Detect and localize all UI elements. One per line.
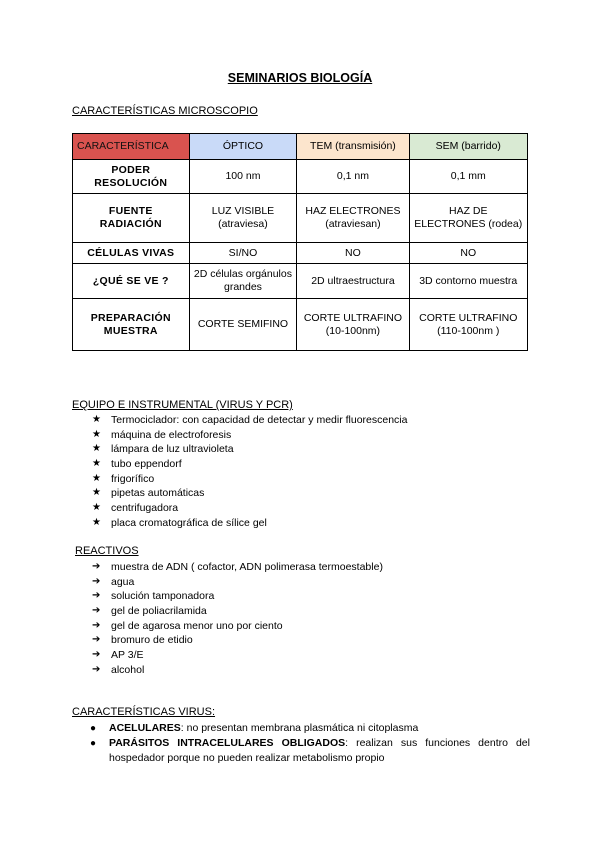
cell-sem: HAZ DE ELECTRONES (rodea) xyxy=(409,194,527,243)
list-item xyxy=(92,501,407,516)
list-item xyxy=(92,589,383,604)
microscope-heading: CARACTERÍSTICAS MICROSCOPIO xyxy=(72,105,258,117)
cell-sem: 3D contorno muestra xyxy=(409,264,527,299)
list-item-text: bromuro de etidio xyxy=(111,634,193,647)
list-item-text: solución tamponadora xyxy=(111,590,215,603)
star-icon: ★ xyxy=(92,516,101,528)
row-label: PREPARACIÓN MUESTRA xyxy=(73,299,190,351)
arrow-right-icon: ➔ xyxy=(92,590,101,602)
star-icon: ★ xyxy=(92,443,101,455)
bullet-icon: ● xyxy=(90,738,97,749)
bullet-icon: ● xyxy=(90,723,97,734)
list-item-text: centrifugadora xyxy=(111,502,179,515)
microscope-table xyxy=(72,133,528,351)
cell-tem: 2D ultraestructura xyxy=(297,264,409,299)
list-item xyxy=(90,736,530,766)
list-item xyxy=(92,560,383,575)
reagents-heading: REACTIVOS xyxy=(75,545,139,557)
row-label: CÉLULAS VIVAS xyxy=(73,243,190,264)
row-label: PODER RESOLUCIÓN xyxy=(73,160,190,194)
reagents-list xyxy=(92,560,383,678)
virus-term: PARÁSITOS INTRACELULARES OBLIGADOS xyxy=(109,737,346,749)
cell-optico: LUZ VISIBLE (atraviesa) xyxy=(189,194,297,243)
list-item xyxy=(92,486,407,501)
virus-heading: CARACTERÍSTICAS VIRUS: xyxy=(72,706,216,718)
list-item-text: lámpara de luz ultravioleta xyxy=(111,443,234,456)
cell-sem: CORTE ULTRAFINO (110-100nm ) xyxy=(409,299,527,351)
star-icon: ★ xyxy=(92,414,101,425)
table-row xyxy=(73,194,528,243)
list-item-text: AP 3/E xyxy=(111,649,144,662)
header-tem: TEM (transmisión) xyxy=(297,134,409,160)
cell-optico: 100 nm xyxy=(189,160,297,194)
cell-tem: NO xyxy=(297,243,409,264)
list-item xyxy=(92,516,407,531)
virus-list xyxy=(90,721,530,766)
virus-description: : realizan sus funciones dentro del hospedador porque no pueden realizar metabolismo propio xyxy=(109,737,530,764)
list-item-text: agua xyxy=(111,575,135,588)
list-item xyxy=(92,648,383,663)
cell-tem: CORTE ULTRAFINO (10-100nm) xyxy=(297,299,409,351)
table-row xyxy=(73,243,528,264)
list-item xyxy=(92,575,383,590)
list-item xyxy=(92,604,383,619)
cell-sem: NO xyxy=(409,243,527,264)
table-row xyxy=(73,264,528,299)
cell-optico: 2D células orgánulos grandes xyxy=(189,264,297,299)
table-row xyxy=(73,160,528,194)
list-item-text: gel de poliacrilamida xyxy=(111,605,207,618)
list-item-text: tubo eppendorf xyxy=(111,458,182,471)
star-icon: ★ xyxy=(92,502,101,514)
list-item xyxy=(92,457,407,472)
row-label: ¿QUÉ SE VE ? xyxy=(73,264,190,299)
table-row xyxy=(73,299,528,351)
list-item xyxy=(92,472,407,487)
list-item xyxy=(92,619,383,634)
star-icon: ★ xyxy=(92,428,101,440)
star-icon: ★ xyxy=(92,472,101,484)
cell-optico: CORTE SEMIFINO xyxy=(189,299,297,351)
list-item xyxy=(90,721,530,736)
list-item xyxy=(92,413,407,428)
equipment-heading: EQUIPO E INSTRUMENTAL (VIRUS Y PCR) xyxy=(72,399,293,411)
virus-description: : no presentan membrana plasmática ni citoplasma xyxy=(180,722,419,734)
star-icon: ★ xyxy=(92,458,101,470)
list-item xyxy=(92,663,383,678)
arrow-right-icon: ➔ xyxy=(92,649,101,661)
list-item-text: alcohol xyxy=(111,663,145,676)
arrow-right-icon: ➔ xyxy=(92,605,101,617)
header-optico: ÓPTICO xyxy=(189,134,297,160)
cell-tem: 0,1 nm xyxy=(297,160,409,194)
row-label: FUENTE RADIACIÓN xyxy=(73,194,190,243)
star-icon: ★ xyxy=(92,487,101,499)
arrow-right-icon: ➔ xyxy=(92,663,101,675)
arrow-right-icon: ➔ xyxy=(92,575,101,587)
arrow-right-icon: ➔ xyxy=(92,561,101,572)
list-item xyxy=(92,633,383,648)
list-item xyxy=(92,442,407,457)
list-item-text: placa cromatográfica de sílice gel xyxy=(111,516,267,529)
list-item-text: Termociclador: con capacidad de detectar y medir fluorescencia xyxy=(111,414,408,426)
list-item-text: muestra de ADN ( cofactor, ADN polimerasa termoestable) xyxy=(111,561,383,573)
list-item xyxy=(92,428,407,443)
list-item-text: gel de agarosa menor uno por ciento xyxy=(111,619,283,632)
header-caracteristica: CARACTERÍSTICA xyxy=(73,134,190,160)
cell-tem: HAZ ELECTRONES (atraviesan) xyxy=(297,194,409,243)
list-item-text: pipetas automáticas xyxy=(111,487,205,500)
arrow-right-icon: ➔ xyxy=(92,619,101,631)
cell-optico: SI/NO xyxy=(189,243,297,264)
cell-sem: 0,1 mm xyxy=(409,160,527,194)
virus-term: ACELULARES xyxy=(109,722,181,734)
document-title: SEMINARIOS BIOLOGÍA xyxy=(227,71,373,85)
table-header-row xyxy=(73,134,528,160)
list-item-text: frigorífico xyxy=(111,472,155,485)
header-sem: SEM (barrido) xyxy=(409,134,527,160)
list-item-text: máquina de electroforesis xyxy=(111,428,232,441)
equipment-list xyxy=(92,413,407,531)
arrow-right-icon: ➔ xyxy=(92,634,101,646)
